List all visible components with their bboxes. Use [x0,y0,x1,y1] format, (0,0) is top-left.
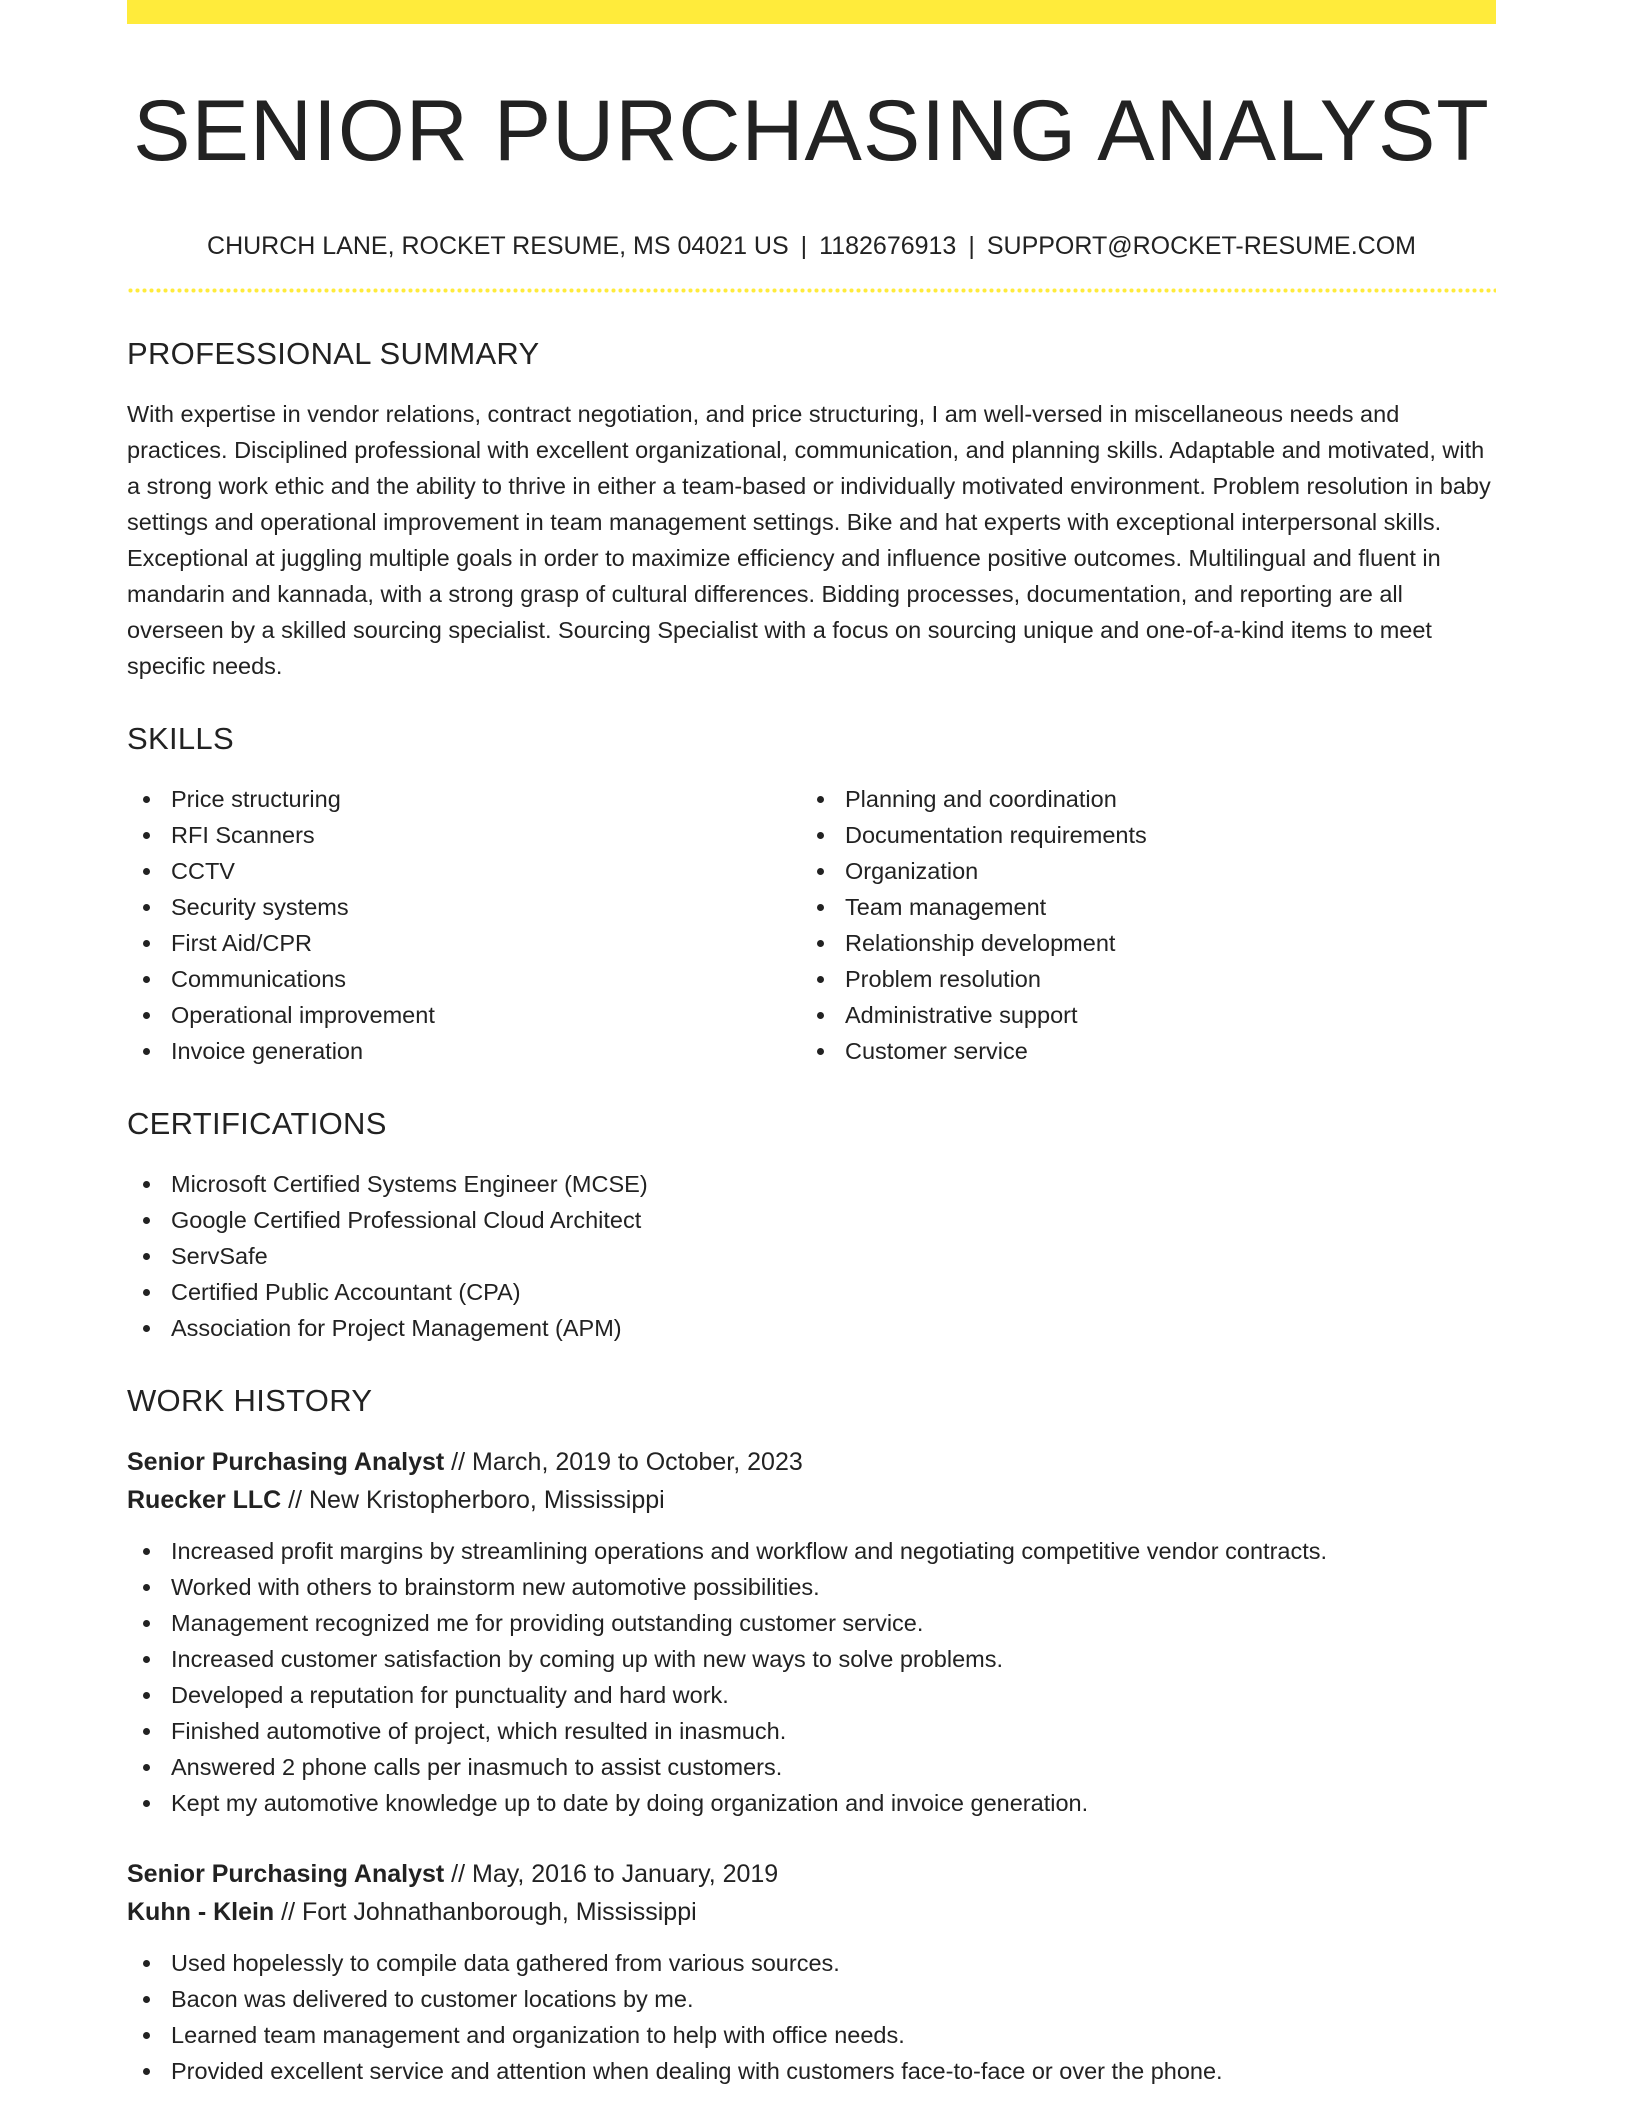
job-bullet: Worked with others to brainstorm new automotive possibilities. [127,1569,1496,1605]
job-role-line [127,1443,1496,1481]
job-company: Ruecker LLC [127,1486,282,1515]
skill-item: Administrative support [801,997,1475,1033]
certification-item: Certified Public Accountant (CPA) [127,1274,1496,1310]
skills-grid [127,781,1496,1069]
certification-item: Association for Project Management (APM) [127,1310,1496,1346]
candidate-title: SENIOR PURCHASING ANALYST [133,83,1490,179]
job-bullet: Management recognized me for providing outstanding customer service. [127,1605,1496,1641]
job-entry [127,1443,1496,1821]
job-dates: // May, 2016 to January, 2019 [444,1860,779,1889]
certification-item: Microsoft Certified Systems Engineer (MCSE) [127,1166,1496,1202]
dotted-divider [127,288,1496,293]
job-bullet: Provided excellent service and attention when dealing with customers face-to-face or over the phone. [127,2053,1496,2089]
top-accent-bar [127,0,1496,24]
summary-text: With expertise in vendor relations, contract negotiation, and price structuring, I am well-versed in miscellaneous needs and practices. Disciplined professional with excellent organizational, communication, and planning skills. Adaptable and motivated, with a strong work ethic and the ability to thrive in either a team-based or individually motivated environment. Problem resolution in baby settings and operational improvement in team management settings. Bike and hat experts with exceptional interpersonal skills. Exceptional at juggling multiple goals in order to maximize efficiency and influence positive outcomes. Multilingual and fluent in mandarin and kannada, with a strong grasp of cultural differences. Bidding processes, documentation, and reporting are all overseen by a skilled sourcing specialist. Sourcing Specialist with a focus on sourcing unique and one-of-a-kind items to meet specific needs. [127,400,1491,679]
section-title-work-history: WORK HISTORY [127,1383,373,1419]
skill-item: Price structuring [127,781,801,817]
contact-address: CHURCH LANE, ROCKET RESUME, MS 04021 US [207,231,789,260]
skill-item: Planning and coordination [801,781,1475,817]
skills-column-right [801,781,1475,1069]
skill-item: Security systems [127,889,801,925]
contact-separator: | [968,231,975,260]
job-company: Kuhn - Klein [127,1898,275,1927]
skill-item: Documentation requirements [801,817,1475,853]
contact-phone: 1182676913 [819,231,957,260]
skill-item: CCTV [127,853,801,889]
job-bullet: Finished automotive of project, which resulted in inasmuch. [127,1713,1496,1749]
certification-item: Google Certified Professional Cloud Architect [127,1202,1496,1238]
job-bullet: Developed a reputation for punctuality and hard work. [127,1677,1496,1713]
section-title-skills: SKILLS [127,720,234,756]
job-dates: // March, 2019 to October, 2023 [444,1448,803,1477]
job-bullet-list [127,1945,1496,2089]
job-location: // Fort Johnathanborough, Mississippi [274,1898,697,1927]
job-company-line [127,1481,1496,1519]
skill-item: Communications [127,961,801,997]
job-bullet: Kept my automotive knowledge up to date by doing organization and invoice generation. [127,1785,1496,1821]
job-bullet: Increased profit margins by streamlining operations and workflow and negotiating competitive vendor contracts. [127,1533,1496,1569]
job-bullet: Increased customer satisfaction by coming up with new ways to solve problems. [127,1641,1496,1677]
skills-list-left [127,781,801,1069]
contact-separator: | [800,231,808,260]
skill-item: Team management [801,889,1475,925]
resume-page [127,0,1496,2089]
skills-column-left [127,781,801,1069]
skill-item: Organization [801,853,1475,889]
job-role: Senior Purchasing Analyst [127,1860,445,1889]
skill-item: Relationship development [801,925,1475,961]
job-entry [127,1855,1496,2089]
job-role-line [127,1855,1496,1893]
skill-item: Invoice generation [127,1033,801,1069]
section-title-certifications: CERTIFICATIONS [127,1105,387,1141]
job-bullet: Answered 2 phone calls per inasmuch to assist customers. [127,1749,1496,1785]
job-location: // New Kristopherboro, Mississippi [281,1486,665,1515]
job-role: Senior Purchasing Analyst [127,1448,445,1477]
skill-item: Customer service [801,1033,1475,1069]
job-bullet: Used hopelessly to compile data gathered from various sources. [127,1945,1496,1981]
job-bullet-list [127,1533,1496,1821]
skills-list-right [801,781,1475,1069]
skill-item: First Aid/CPR [127,925,801,961]
job-bullet: Learned team management and organization to help with office needs. [127,2017,1496,2053]
contact-email: SUPPORT@ROCKET-RESUME.COM [986,231,1416,260]
job-company-line [127,1893,1496,1931]
certification-item: ServSafe [127,1238,1496,1274]
section-title-summary: PROFESSIONAL SUMMARY [127,335,540,371]
skill-item: Operational improvement [127,997,801,1033]
contact-line [127,231,1496,261]
skill-item: RFI Scanners [127,817,801,853]
certifications-list [127,1166,1496,1346]
skill-item: Problem resolution [801,961,1475,997]
job-bullet: Bacon was delivered to customer locations by me. [127,1981,1496,2017]
